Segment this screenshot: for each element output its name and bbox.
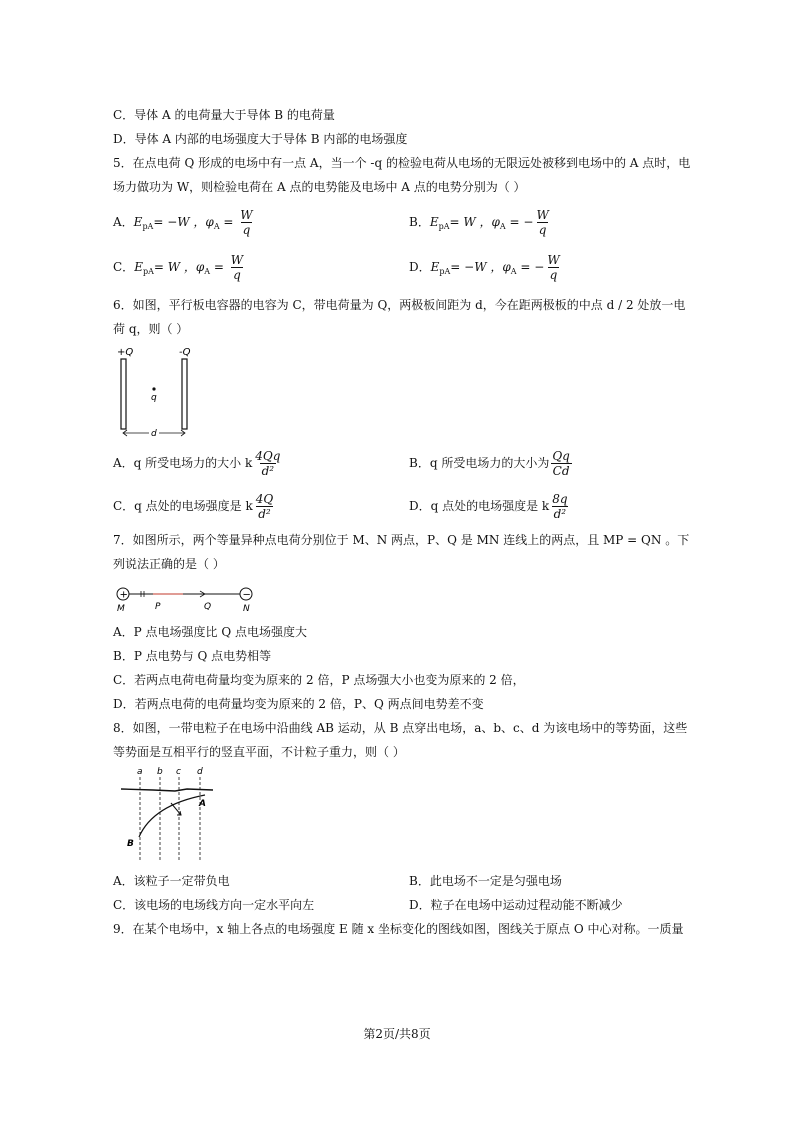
q7-option-b: B．P 点电势与 Q 点电势相等 bbox=[113, 649, 272, 663]
q5-option-c: C．$E_{pA}= W$ ，$\varphi_A$ = $\frac{W}{q}$ bbox=[113, 253, 244, 282]
charge-q-label: q bbox=[151, 393, 157, 403]
fraction: $\frac{W}{q}$ bbox=[536, 208, 549, 237]
fraction: $\frac{8q}{\text{d²}}$ bbox=[552, 492, 568, 521]
p-label: P bbox=[155, 602, 161, 612]
minus-sign: − bbox=[242, 589, 251, 601]
plus-q-label: +Q bbox=[117, 347, 134, 358]
capacitor-figure bbox=[113, 343, 203, 438]
plus-sign: + bbox=[119, 589, 128, 601]
q5-option-b: B．$E_{pA}= W$ ，$\varphi_A$ = − $\frac{W}{q}$ bbox=[409, 208, 549, 237]
q6-option-d: D．q 点处的电场强度是 k $\frac{8q}{\text{d²}}$ bbox=[409, 492, 568, 521]
fraction: $\frac{4Q}{\text{d²}}$ bbox=[255, 492, 274, 521]
q8-option-b: B．此电场不一定是匀强电场 bbox=[409, 874, 562, 888]
charge-dot bbox=[152, 387, 155, 390]
q9-stem-line1: 9．在某个电场中，x 轴上各点的电场强度 E 随 x 坐标变化的图线如图，图线关于原点 O 中心对称。一质量 bbox=[113, 922, 684, 936]
q8-stem-line1: 8．如图，一带电粒子在电场中沿曲线 AB 运动，从 B 点穿出电场，a、b、c、d 为该电场中的等势面，这些 bbox=[113, 721, 688, 735]
field-line bbox=[121, 789, 213, 791]
distance-d-label: d bbox=[151, 429, 157, 438]
label-b: b bbox=[157, 767, 163, 777]
point-a-label: A bbox=[199, 799, 206, 809]
label-d: d bbox=[197, 767, 203, 777]
q5-stem-line1: 5．在点电荷 Q 形成的电场中有一点 A，当一个 -q 的检验电荷从电场的无限远处被移到电场中的 A 点时，电 bbox=[113, 156, 691, 170]
trajectory-curve bbox=[139, 795, 205, 837]
q7-stem-line2: 列说法正确的是（ ） bbox=[113, 557, 225, 571]
q8-option-a: A．该粒子一定带负电 bbox=[113, 874, 230, 888]
charges-figure bbox=[113, 582, 263, 614]
q8-option-d: D．粒子在电场中运动过程动能不断减少 bbox=[409, 898, 623, 912]
q-label: Q bbox=[204, 602, 212, 612]
q6-option-a: A．q 所受电场力的大小 k $\frac{4Qq}{\text{d²}}$ bbox=[113, 449, 281, 478]
negative-plate bbox=[182, 359, 187, 429]
label-c: c bbox=[176, 767, 181, 777]
point-b-label: B bbox=[127, 839, 134, 849]
fraction: $\frac{4Qq}{\text{d²}}$ bbox=[255, 449, 281, 478]
force-arrow bbox=[171, 803, 181, 815]
q8-option-c: C．该电场的电场线方向一定水平向左 bbox=[113, 898, 315, 912]
fraction: $\frac{W}{q}$ bbox=[547, 253, 560, 282]
q6-option-b: B．q 所受电场力的大小为 $\frac{Qq}{Cd}$ bbox=[409, 449, 570, 478]
q7-option-d: D．若两点电荷的电荷量均变为原来的 2 倍，P、Q 两点间电势差不变 bbox=[113, 697, 484, 711]
q6-option-c: C．q 点处的电场强度是 k $\frac{4Q}{\text{d²}}$ bbox=[113, 492, 274, 521]
q4-option-d: D．导体 A 内部的电场强度大于导体 B 内部的电场强度 bbox=[113, 132, 408, 146]
q6-stem-line2: 荷 q，则（ ） bbox=[113, 322, 189, 336]
page-footer: 第2页/共8页 bbox=[363, 1027, 431, 1041]
q5-stem-line2: 场力做功为 W，则检验电荷在 A 点的电势能及电场中 A 点的电势分别为（ ） bbox=[113, 180, 526, 194]
q7-option-a: A．P 点电场强度比 Q 点电场强度大 bbox=[113, 625, 308, 639]
q5-option-a: A．$E_{pA}= -W$ ，$\varphi_A$ = $\frac{W}{q}$ bbox=[113, 208, 253, 237]
q5-option-d: D．$E_{pA}= -W$ ，$\varphi_A$ = − $\frac{W}{q}$ bbox=[409, 253, 560, 282]
q8-stem-line2: 等势面是互相平行的竖直平面，不计粒子重力，则（ ） bbox=[113, 745, 405, 759]
positive-plate bbox=[121, 359, 126, 429]
q7-option-c: C．若两点电荷电荷量均变为原来的 2 倍，P 点场强大小也变为原来的 2 倍， bbox=[113, 673, 525, 687]
fraction: $\frac{Qq}{Cd}$ bbox=[552, 449, 570, 478]
m-label: M bbox=[117, 604, 125, 614]
n-label: N bbox=[243, 604, 250, 614]
q7-stem-line1: 7．如图所示，两个等量异种点电荷分别位于 M、N 两点，P、Q 是 MN 连线上的两点，且 MP = QN 。下 bbox=[113, 533, 690, 547]
q4-option-c: C．导体 A 的电荷量大于导体 B 的电荷量 bbox=[113, 108, 335, 122]
fraction: $\frac{W}{q}$ bbox=[240, 208, 253, 237]
label-a: a bbox=[137, 767, 143, 777]
q6-stem-line1: 6．如图，平行板电容器的电容为 C，带电荷量为 Q，两极板间距为 d，今在距两极板的中点 d / 2 处放一电 bbox=[113, 298, 686, 312]
fraction: $\frac{W}{q}$ bbox=[230, 253, 244, 282]
minus-q-label: -Q bbox=[179, 347, 191, 358]
equipotential-figure bbox=[113, 765, 223, 865]
